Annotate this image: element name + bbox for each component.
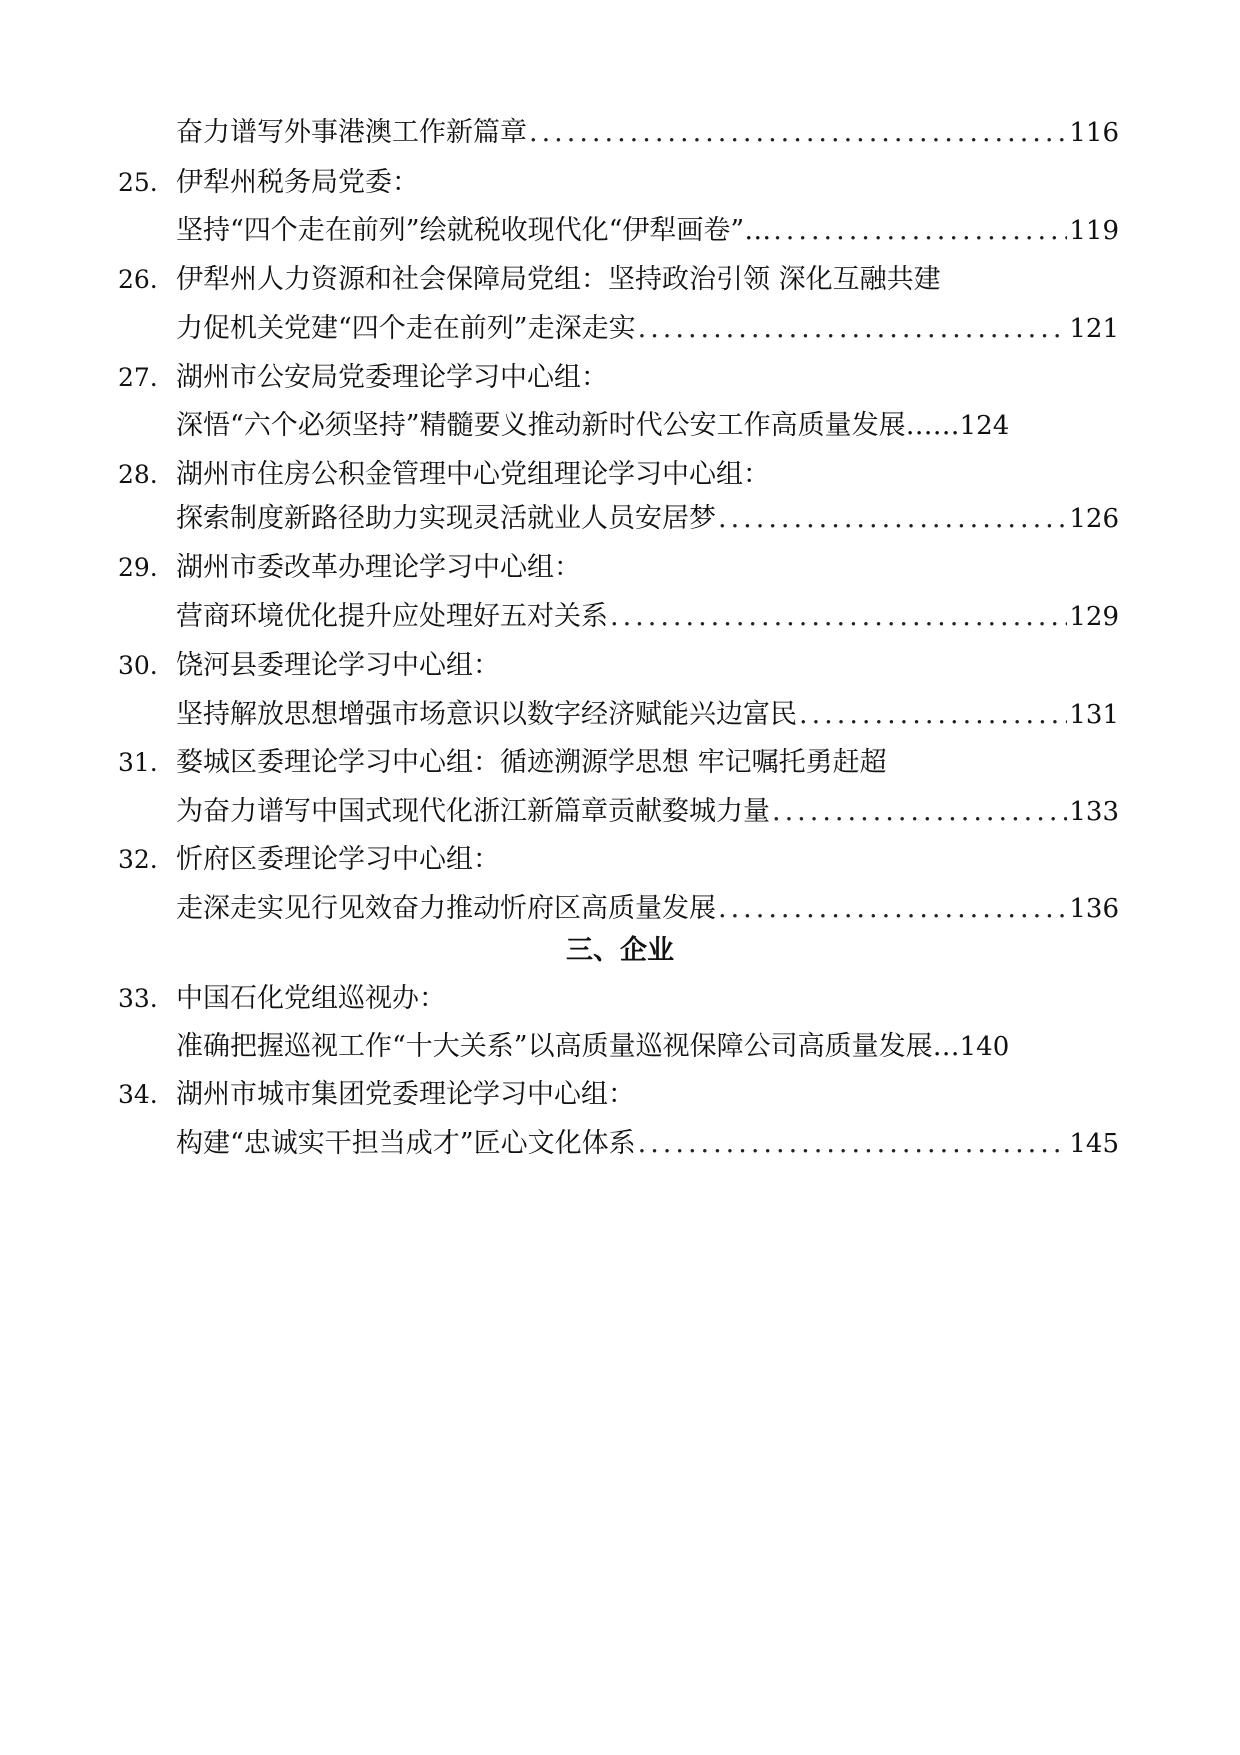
toc-entry-title: 坚持解放思想增强市场意识以数字经济赋能兴边富民 bbox=[176, 699, 797, 730]
section-heading: 三、企业 bbox=[566, 935, 674, 966]
toc-entry-title: 营商环境优化提升应处理好五对关系 bbox=[176, 601, 608, 632]
toc-entry-title: 奋力谱写外事港澳工作新篇章 bbox=[176, 117, 527, 148]
toc-leader-dots bbox=[773, 211, 1067, 251]
toc-page-number: 129 bbox=[1069, 602, 1119, 632]
toc-entry-org: 湖州市委改革办理论学习中心组： bbox=[176, 552, 581, 583]
toc-entry-number: 34. bbox=[118, 1080, 158, 1109]
toc-entry-title: 坚持“四个走在前列”绘就税收现代化“伊犁画卷”… bbox=[176, 215, 772, 246]
toc-page-number: 140 bbox=[959, 1032, 1010, 1062]
toc-leader-dots bbox=[638, 1124, 1068, 1164]
toc-entry-33[interactable] bbox=[176, 1027, 1119, 1067]
toc-page-number: 121 bbox=[1069, 314, 1119, 344]
toc-entry-27[interactable] bbox=[176, 406, 1119, 446]
toc-entry-32[interactable] bbox=[176, 889, 1119, 929]
toc-page-number: 133 bbox=[1069, 797, 1119, 827]
toc-page-number: 136 bbox=[1069, 894, 1119, 924]
toc-page-number: 126 bbox=[1069, 504, 1119, 534]
toc-leader-dots bbox=[529, 113, 1067, 153]
toc-entry-number: 32. bbox=[118, 845, 158, 874]
toc-leader-dots bbox=[772, 792, 1067, 832]
toc-entry-title: 构建“忠诚实干担当成才”匠心文化体系 bbox=[176, 1128, 636, 1159]
toc-entry-title: 准确把握巡视工作“十大关系”以高质量巡视保障公司高质量发展… bbox=[176, 1031, 960, 1062]
toc-entry-number: 28. bbox=[118, 460, 158, 489]
toc-entry-org: 伊犁州人力资源和社会保障局党组：坚持政治引领 深化互融共建 bbox=[176, 264, 941, 295]
toc-entry-title: 探索制度新路径助力实现灵活就业人员安居梦 bbox=[176, 503, 716, 534]
toc-entry-org: 湖州市城市集团党委理论学习中心组： bbox=[176, 1079, 635, 1110]
toc-entry-31[interactable] bbox=[176, 792, 1119, 832]
toc-entry-number: 27. bbox=[118, 363, 158, 392]
toc-entry-title: 深悟“六个必须坚持”精髓要义推动新时代公安工作高质量发展…… bbox=[176, 410, 960, 441]
toc-entry-title: 力促机关党建“四个走在前列”走深走实 bbox=[176, 313, 636, 344]
toc-page-number: 119 bbox=[1069, 216, 1119, 246]
toc-entry-continued[interactable] bbox=[176, 113, 1119, 153]
toc-entry-org: 湖州市住房公积金管理中心党组理论学习中心组： bbox=[176, 459, 770, 490]
toc-entry-org: 忻府区委理论学习中心组： bbox=[176, 844, 500, 875]
toc-entry-org: 伊犁州税务局党委： bbox=[176, 167, 419, 198]
toc-entry-number: 29. bbox=[118, 553, 158, 582]
toc-entry-title: 走深走实见行见效奋力推动忻府区高质量发展 bbox=[176, 893, 716, 924]
toc-page-number: 124 bbox=[959, 411, 1010, 441]
toc-entry-org: 饶河县委理论学习中心组： bbox=[176, 650, 500, 681]
toc-entry-org: 中国石化党组巡视办： bbox=[176, 983, 446, 1014]
toc-entry-number: 25. bbox=[118, 168, 158, 197]
toc-entry-30[interactable] bbox=[176, 695, 1119, 735]
toc-page-number: 145 bbox=[1069, 1129, 1119, 1159]
toc-entry-number: 26. bbox=[118, 265, 158, 294]
toc-entry-number: 33. bbox=[118, 984, 158, 1013]
toc-leader-dots bbox=[718, 499, 1067, 539]
toc-entry-title: 为奋力谱写中国式现代化浙江新篇章贡献婺城力量 bbox=[176, 796, 770, 827]
toc-entry-28[interactable] bbox=[176, 499, 1119, 539]
toc-entry-34[interactable] bbox=[176, 1124, 1119, 1164]
toc-leader-dots bbox=[638, 309, 1068, 349]
toc-leader-dots bbox=[718, 889, 1067, 929]
toc-entry-29[interactable] bbox=[176, 597, 1119, 637]
toc-entry-number: 31. bbox=[118, 748, 158, 777]
toc-entry-org: 婺城区委理论学习中心组：循迹溯源学思想 牢记嘱托勇赶超 bbox=[176, 747, 887, 778]
toc-page-number: 116 bbox=[1069, 118, 1119, 148]
toc-leader-dots bbox=[610, 597, 1067, 637]
toc-entry-number: 30. bbox=[118, 651, 158, 680]
toc-entry-26[interactable] bbox=[176, 309, 1119, 349]
toc-leader-dots bbox=[799, 695, 1067, 735]
toc-entry-25[interactable] bbox=[176, 211, 1119, 251]
toc-entry-org: 湖州市公安局党委理论学习中心组： bbox=[176, 362, 608, 393]
toc-page-number: 131 bbox=[1069, 700, 1119, 730]
